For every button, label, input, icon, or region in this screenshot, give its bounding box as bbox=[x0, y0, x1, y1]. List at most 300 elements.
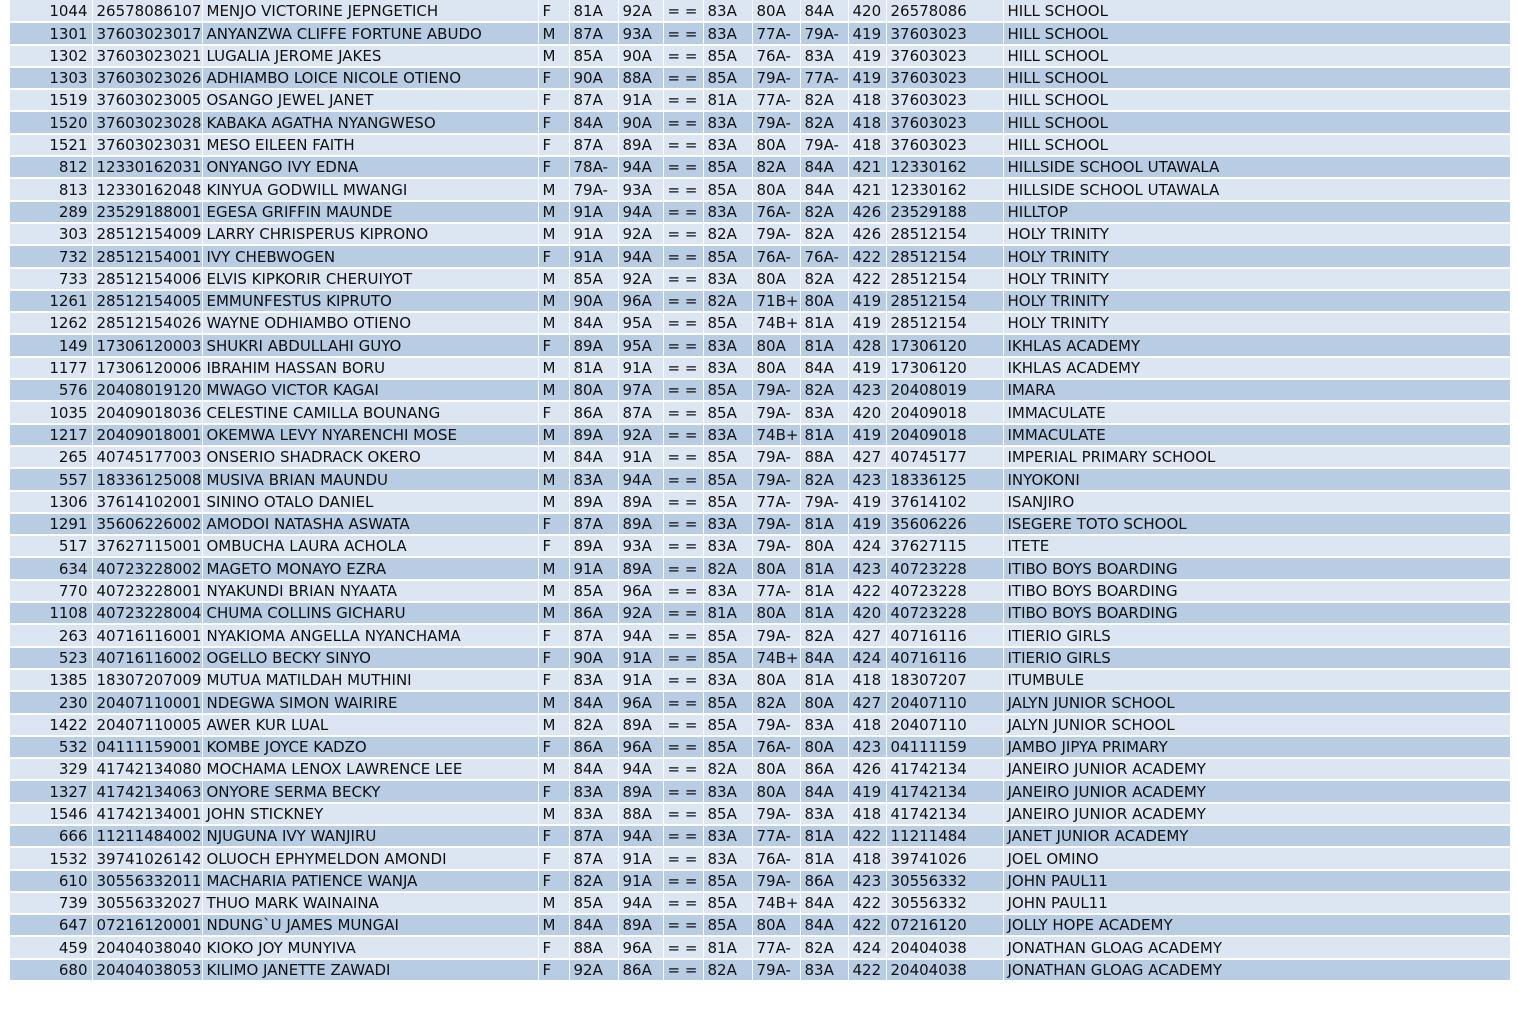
score-5-cell: 76A- bbox=[752, 201, 800, 223]
student-name-cell: EMMUNFESTUS KIPRUTO bbox=[202, 290, 538, 312]
score-4-cell: 82A bbox=[703, 223, 752, 245]
index-number-cell: 12330162048 bbox=[92, 178, 202, 200]
school-code-cell: 41742134 bbox=[886, 780, 1003, 802]
table-row bbox=[10, 959, 1510, 981]
school-name-cell: IMMACULATE bbox=[1003, 424, 1510, 446]
index-cell: 1108 bbox=[10, 602, 92, 624]
school-name-cell: HILLSIDE SCHOOL UTAWALA bbox=[1003, 156, 1510, 178]
score-6-cell: 86A bbox=[800, 870, 848, 892]
index-number-cell: 20404038040 bbox=[92, 936, 202, 958]
score-3-cell: = = bbox=[663, 736, 703, 758]
index-number-cell: 28512154005 bbox=[92, 290, 202, 312]
table-row bbox=[10, 268, 1510, 290]
table-row bbox=[10, 89, 1510, 111]
table-row bbox=[10, 334, 1510, 356]
index-cell: 1521 bbox=[10, 134, 92, 156]
score-2-cell: 92A bbox=[618, 223, 663, 245]
score-2-cell: 94A bbox=[618, 624, 663, 646]
score-3-cell: = = bbox=[663, 245, 703, 267]
student-name-cell: MENJO VICTORINE JEPNGETICH bbox=[202, 0, 538, 22]
school-code-cell: 40716116 bbox=[886, 647, 1003, 669]
school-code-cell: 41742134 bbox=[886, 803, 1003, 825]
gender-cell: M bbox=[538, 914, 569, 936]
score-6-cell: 80A bbox=[800, 535, 848, 557]
score-2-cell: 91A bbox=[618, 647, 663, 669]
school-code-cell: 39741026 bbox=[886, 847, 1003, 869]
table-row bbox=[10, 736, 1510, 758]
score-6-cell: 81A bbox=[800, 312, 848, 334]
table-row bbox=[10, 535, 1510, 557]
student-name-cell: OLUOCH EPHYMELDON AMONDI bbox=[202, 847, 538, 869]
score-1-cell: 87A bbox=[569, 89, 618, 111]
gender-cell: F bbox=[538, 156, 569, 178]
total-cell: 419 bbox=[848, 312, 886, 334]
score-3-cell: = = bbox=[663, 714, 703, 736]
score-1-cell: 92A bbox=[569, 959, 618, 981]
table-row bbox=[10, 290, 1510, 312]
index-cell: 1302 bbox=[10, 45, 92, 67]
total-cell: 421 bbox=[848, 178, 886, 200]
score-2-cell: 91A bbox=[618, 357, 663, 379]
score-4-cell: 85A bbox=[703, 178, 752, 200]
student-name-cell: THUO MARK WAINAINA bbox=[202, 892, 538, 914]
score-4-cell: 85A bbox=[703, 803, 752, 825]
school-code-cell: 20407110 bbox=[886, 714, 1003, 736]
score-4-cell: 83A bbox=[703, 201, 752, 223]
school-code-cell: 37603023 bbox=[886, 67, 1003, 89]
student-name-cell: NDUNG`U JAMES MUNGAI bbox=[202, 914, 538, 936]
school-name-cell: ITETE bbox=[1003, 535, 1510, 557]
score-4-cell: 85A bbox=[703, 245, 752, 267]
score-1-cell: 83A bbox=[569, 780, 618, 802]
student-name-cell: MUTUA MATILDAH MUTHINI bbox=[202, 669, 538, 691]
school-name-cell: HILL SCHOOL bbox=[1003, 22, 1510, 44]
index-cell: 1385 bbox=[10, 669, 92, 691]
gender-cell: M bbox=[538, 45, 569, 67]
score-6-cell: 81A bbox=[800, 424, 848, 446]
score-6-cell: 80A bbox=[800, 736, 848, 758]
score-1-cell: 91A bbox=[569, 557, 618, 579]
index-number-cell: 20408019120 bbox=[92, 379, 202, 401]
index-cell: 680 bbox=[10, 959, 92, 981]
gender-cell: M bbox=[538, 892, 569, 914]
school-name-cell: IMMACULATE bbox=[1003, 401, 1510, 423]
gender-cell: F bbox=[538, 111, 569, 133]
student-name-cell: MACHARIA PATIENCE WANJA bbox=[202, 870, 538, 892]
score-3-cell: = = bbox=[663, 134, 703, 156]
score-4-cell: 83A bbox=[703, 0, 752, 22]
index-number-cell: 40723228002 bbox=[92, 557, 202, 579]
score-4-cell: 81A bbox=[703, 89, 752, 111]
score-5-cell: 71B+ bbox=[752, 290, 800, 312]
score-5-cell: 79A- bbox=[752, 513, 800, 535]
table-row bbox=[10, 134, 1510, 156]
school-name-cell: HILL SCHOOL bbox=[1003, 67, 1510, 89]
score-5-cell: 79A- bbox=[752, 111, 800, 133]
score-5-cell: 74B+ bbox=[752, 424, 800, 446]
index-cell: 1519 bbox=[10, 89, 92, 111]
score-4-cell: 83A bbox=[703, 111, 752, 133]
score-4-cell: 83A bbox=[703, 22, 752, 44]
score-6-cell: 84A bbox=[800, 178, 848, 200]
score-1-cell: 87A bbox=[569, 513, 618, 535]
student-name-cell: IVY CHEBWOGEN bbox=[202, 245, 538, 267]
score-3-cell: = = bbox=[663, 557, 703, 579]
school-code-cell: 18307207 bbox=[886, 669, 1003, 691]
total-cell: 418 bbox=[848, 803, 886, 825]
score-1-cell: 86A bbox=[569, 401, 618, 423]
table-row bbox=[10, 401, 1510, 423]
score-3-cell: = = bbox=[663, 602, 703, 624]
index-cell: 1261 bbox=[10, 290, 92, 312]
total-cell: 422 bbox=[848, 245, 886, 267]
total-cell: 419 bbox=[848, 491, 886, 513]
table-row bbox=[10, 468, 1510, 490]
score-1-cell: 79A- bbox=[569, 178, 618, 200]
table-row bbox=[10, 178, 1510, 200]
index-number-cell: 18336125008 bbox=[92, 468, 202, 490]
score-3-cell: = = bbox=[663, 45, 703, 67]
score-4-cell: 82A bbox=[703, 959, 752, 981]
total-cell: 423 bbox=[848, 736, 886, 758]
score-6-cell: 82A bbox=[800, 936, 848, 958]
gender-cell: M bbox=[538, 268, 569, 290]
total-cell: 418 bbox=[848, 847, 886, 869]
school-name-cell: ITIBO BOYS BOARDING bbox=[1003, 602, 1510, 624]
index-number-cell: 28512154026 bbox=[92, 312, 202, 334]
total-cell: 422 bbox=[848, 580, 886, 602]
school-code-cell: 12330162 bbox=[886, 156, 1003, 178]
score-2-cell: 96A bbox=[618, 290, 663, 312]
score-5-cell: 80A bbox=[752, 178, 800, 200]
score-4-cell: 81A bbox=[703, 602, 752, 624]
score-1-cell: 87A bbox=[569, 134, 618, 156]
total-cell: 422 bbox=[848, 959, 886, 981]
table-row bbox=[10, 513, 1510, 535]
score-3-cell: = = bbox=[663, 580, 703, 602]
index-number-cell: 26578086107 bbox=[92, 0, 202, 22]
score-5-cell: 80A bbox=[752, 0, 800, 22]
school-name-cell: IMPERIAL PRIMARY SCHOOL bbox=[1003, 446, 1510, 468]
school-code-cell: 12330162 bbox=[886, 178, 1003, 200]
score-5-cell: 77A- bbox=[752, 825, 800, 847]
school-code-cell: 40716116 bbox=[886, 624, 1003, 646]
score-3-cell: = = bbox=[663, 223, 703, 245]
total-cell: 427 bbox=[848, 624, 886, 646]
score-5-cell: 79A- bbox=[752, 870, 800, 892]
gender-cell: F bbox=[538, 669, 569, 691]
total-cell: 421 bbox=[848, 156, 886, 178]
score-5-cell: 80A bbox=[752, 758, 800, 780]
score-1-cell: 86A bbox=[569, 736, 618, 758]
score-3-cell: = = bbox=[663, 847, 703, 869]
school-code-cell: 40723228 bbox=[886, 602, 1003, 624]
score-3-cell: = = bbox=[663, 513, 703, 535]
score-6-cell: 81A bbox=[800, 825, 848, 847]
student-name-cell: WAYNE ODHIAMBO OTIENO bbox=[202, 312, 538, 334]
index-cell: 733 bbox=[10, 268, 92, 290]
gender-cell: F bbox=[538, 624, 569, 646]
score-2-cell: 89A bbox=[618, 557, 663, 579]
score-6-cell: 82A bbox=[800, 379, 848, 401]
score-3-cell: = = bbox=[663, 870, 703, 892]
index-cell: 1546 bbox=[10, 803, 92, 825]
student-name-cell: NYAKUNDI BRIAN NYAATA bbox=[202, 580, 538, 602]
index-number-cell: 37614102001 bbox=[92, 491, 202, 513]
score-2-cell: 91A bbox=[618, 870, 663, 892]
index-number-cell: 20409018036 bbox=[92, 401, 202, 423]
school-name-cell: ITIBO BOYS BOARDING bbox=[1003, 580, 1510, 602]
index-number-cell: 40745177003 bbox=[92, 446, 202, 468]
total-cell: 423 bbox=[848, 870, 886, 892]
gender-cell: M bbox=[538, 379, 569, 401]
table-row bbox=[10, 825, 1510, 847]
score-5-cell: 80A bbox=[752, 134, 800, 156]
score-6-cell: 79A- bbox=[800, 22, 848, 44]
score-3-cell: = = bbox=[663, 758, 703, 780]
table-row bbox=[10, 914, 1510, 936]
school-code-cell: 17306120 bbox=[886, 334, 1003, 356]
total-cell: 418 bbox=[848, 669, 886, 691]
score-5-cell: 80A bbox=[752, 268, 800, 290]
index-cell: 634 bbox=[10, 557, 92, 579]
score-4-cell: 85A bbox=[703, 468, 752, 490]
score-5-cell: 79A- bbox=[752, 223, 800, 245]
total-cell: 422 bbox=[848, 268, 886, 290]
score-6-cell: 81A bbox=[800, 334, 848, 356]
total-cell: 419 bbox=[848, 357, 886, 379]
score-6-cell: 84A bbox=[800, 892, 848, 914]
total-cell: 418 bbox=[848, 714, 886, 736]
school-code-cell: 20404038 bbox=[886, 959, 1003, 981]
score-3-cell: = = bbox=[663, 936, 703, 958]
score-2-cell: 92A bbox=[618, 0, 663, 22]
score-3-cell: = = bbox=[663, 803, 703, 825]
gender-cell: M bbox=[538, 602, 569, 624]
school-code-cell: 37614102 bbox=[886, 491, 1003, 513]
index-cell: 732 bbox=[10, 245, 92, 267]
gender-cell: M bbox=[538, 357, 569, 379]
score-1-cell: 81A bbox=[569, 0, 618, 22]
school-name-cell: JANEIRO JUNIOR ACADEMY bbox=[1003, 803, 1510, 825]
score-1-cell: 84A bbox=[569, 914, 618, 936]
score-6-cell: 82A bbox=[800, 201, 848, 223]
score-4-cell: 85A bbox=[703, 914, 752, 936]
school-code-cell: 26578086 bbox=[886, 0, 1003, 22]
score-5-cell: 76A- bbox=[752, 245, 800, 267]
gender-cell: F bbox=[538, 780, 569, 802]
school-code-cell: 20407110 bbox=[886, 691, 1003, 713]
score-1-cell: 85A bbox=[569, 268, 618, 290]
score-6-cell: 82A bbox=[800, 223, 848, 245]
student-name-cell: MAGETO MONAYO EZRA bbox=[202, 557, 538, 579]
school-name-cell: HOLY TRINITY bbox=[1003, 268, 1510, 290]
score-4-cell: 83A bbox=[703, 424, 752, 446]
score-2-cell: 93A bbox=[618, 22, 663, 44]
score-3-cell: = = bbox=[663, 89, 703, 111]
score-2-cell: 92A bbox=[618, 424, 663, 446]
total-cell: 422 bbox=[848, 914, 886, 936]
index-number-cell: 20407110001 bbox=[92, 691, 202, 713]
school-code-cell: 40723228 bbox=[886, 580, 1003, 602]
total-cell: 424 bbox=[848, 535, 886, 557]
score-5-cell: 80A bbox=[752, 334, 800, 356]
school-code-cell: 37603023 bbox=[886, 134, 1003, 156]
score-4-cell: 83A bbox=[703, 134, 752, 156]
school-name-cell: HILL SCHOOL bbox=[1003, 89, 1510, 111]
gender-cell: F bbox=[538, 535, 569, 557]
school-code-cell: 41742134 bbox=[886, 758, 1003, 780]
student-name-cell: LUGALIA JEROME JAKES bbox=[202, 45, 538, 67]
score-2-cell: 94A bbox=[618, 892, 663, 914]
score-2-cell: 93A bbox=[618, 178, 663, 200]
index-number-cell: 20409018001 bbox=[92, 424, 202, 446]
score-2-cell: 89A bbox=[618, 914, 663, 936]
score-6-cell: 77A- bbox=[800, 67, 848, 89]
gender-cell: M bbox=[538, 312, 569, 334]
score-5-cell: 77A- bbox=[752, 491, 800, 513]
score-2-cell: 94A bbox=[618, 156, 663, 178]
student-name-cell: KOMBE JOYCE KADZO bbox=[202, 736, 538, 758]
score-5-cell: 82A bbox=[752, 156, 800, 178]
score-1-cell: 85A bbox=[569, 45, 618, 67]
score-4-cell: 83A bbox=[703, 535, 752, 557]
score-4-cell: 85A bbox=[703, 736, 752, 758]
total-cell: 419 bbox=[848, 290, 886, 312]
gender-cell: M bbox=[538, 491, 569, 513]
index-cell: 230 bbox=[10, 691, 92, 713]
gender-cell: M bbox=[538, 201, 569, 223]
total-cell: 422 bbox=[848, 825, 886, 847]
score-6-cell: 83A bbox=[800, 401, 848, 423]
score-4-cell: 85A bbox=[703, 892, 752, 914]
index-number-cell: 23529188001 bbox=[92, 201, 202, 223]
total-cell: 423 bbox=[848, 468, 886, 490]
student-name-cell: IBRAHIM HASSAN BORU bbox=[202, 357, 538, 379]
student-name-cell: MWAGO VICTOR KAGAI bbox=[202, 379, 538, 401]
score-5-cell: 82A bbox=[752, 691, 800, 713]
student-name-cell: OMBUCHA LAURA ACHOLA bbox=[202, 535, 538, 557]
school-code-cell: 11211484 bbox=[886, 825, 1003, 847]
score-5-cell: 79A- bbox=[752, 446, 800, 468]
total-cell: 419 bbox=[848, 22, 886, 44]
total-cell: 424 bbox=[848, 936, 886, 958]
index-number-cell: 28512154009 bbox=[92, 223, 202, 245]
score-4-cell: 85A bbox=[703, 691, 752, 713]
score-2-cell: 89A bbox=[618, 134, 663, 156]
score-6-cell: 81A bbox=[800, 669, 848, 691]
score-1-cell: 83A bbox=[569, 468, 618, 490]
school-name-cell: JOEL OMINO bbox=[1003, 847, 1510, 869]
score-2-cell: 89A bbox=[618, 714, 663, 736]
gender-cell: F bbox=[538, 959, 569, 981]
score-3-cell: = = bbox=[663, 334, 703, 356]
index-number-cell: 35606226002 bbox=[92, 513, 202, 535]
score-1-cell: 78A- bbox=[569, 156, 618, 178]
score-5-cell: 77A- bbox=[752, 89, 800, 111]
index-cell: 263 bbox=[10, 624, 92, 646]
index-cell: 770 bbox=[10, 580, 92, 602]
school-code-cell: 20408019 bbox=[886, 379, 1003, 401]
index-number-cell: 12330162031 bbox=[92, 156, 202, 178]
school-code-cell: 35606226 bbox=[886, 513, 1003, 535]
student-name-cell: ONYANGO IVY EDNA bbox=[202, 156, 538, 178]
score-6-cell: 82A bbox=[800, 624, 848, 646]
results-body bbox=[10, 0, 1510, 981]
school-code-cell: 18336125 bbox=[886, 468, 1003, 490]
score-3-cell: = = bbox=[663, 268, 703, 290]
score-4-cell: 85A bbox=[703, 156, 752, 178]
score-6-cell: 76A- bbox=[800, 245, 848, 267]
gender-cell: M bbox=[538, 468, 569, 490]
score-4-cell: 85A bbox=[703, 624, 752, 646]
score-5-cell: 79A- bbox=[752, 803, 800, 825]
gender-cell: F bbox=[538, 936, 569, 958]
index-cell: 1301 bbox=[10, 22, 92, 44]
index-cell: 1303 bbox=[10, 67, 92, 89]
score-5-cell: 79A- bbox=[752, 67, 800, 89]
school-name-cell: ITIBO BOYS BOARDING bbox=[1003, 557, 1510, 579]
score-3-cell: = = bbox=[663, 624, 703, 646]
school-name-cell: JOHN PAUL11 bbox=[1003, 892, 1510, 914]
student-name-cell: EGESA GRIFFIN MAUNDE bbox=[202, 201, 538, 223]
student-name-cell: MOCHAMA LENOX LAWRENCE LEE bbox=[202, 758, 538, 780]
table-row bbox=[10, 892, 1510, 914]
school-code-cell: 20409018 bbox=[886, 401, 1003, 423]
score-4-cell: 85A bbox=[703, 67, 752, 89]
score-2-cell: 96A bbox=[618, 936, 663, 958]
score-4-cell: 85A bbox=[703, 446, 752, 468]
score-6-cell: 82A bbox=[800, 89, 848, 111]
score-2-cell: 91A bbox=[618, 89, 663, 111]
gender-cell: M bbox=[538, 22, 569, 44]
score-2-cell: 96A bbox=[618, 736, 663, 758]
table-row bbox=[10, 357, 1510, 379]
total-cell: 419 bbox=[848, 513, 886, 535]
school-name-cell: HOLY TRINITY bbox=[1003, 290, 1510, 312]
score-6-cell: 81A bbox=[800, 580, 848, 602]
score-5-cell: 76A- bbox=[752, 847, 800, 869]
index-cell: 1262 bbox=[10, 312, 92, 334]
school-name-cell: JAMBO JIPYA PRIMARY bbox=[1003, 736, 1510, 758]
table-row bbox=[10, 870, 1510, 892]
score-6-cell: 80A bbox=[800, 290, 848, 312]
gender-cell: F bbox=[538, 870, 569, 892]
index-cell: 303 bbox=[10, 223, 92, 245]
score-6-cell: 81A bbox=[800, 557, 848, 579]
student-name-cell: OKEMWA LEVY NYARENCHI MOSE bbox=[202, 424, 538, 446]
score-6-cell: 84A bbox=[800, 156, 848, 178]
score-5-cell: 79A- bbox=[752, 959, 800, 981]
score-1-cell: 87A bbox=[569, 22, 618, 44]
score-3-cell: = = bbox=[663, 825, 703, 847]
index-number-cell: 17306120006 bbox=[92, 357, 202, 379]
score-3-cell: = = bbox=[663, 67, 703, 89]
student-name-cell: NDEGWA SIMON WAIRIRE bbox=[202, 691, 538, 713]
score-4-cell: 82A bbox=[703, 290, 752, 312]
index-number-cell: 28512154006 bbox=[92, 268, 202, 290]
gender-cell: F bbox=[538, 647, 569, 669]
school-name-cell: ITUMBULE bbox=[1003, 669, 1510, 691]
score-5-cell: 79A- bbox=[752, 379, 800, 401]
table-row bbox=[10, 45, 1510, 67]
index-number-cell: 37603023021 bbox=[92, 45, 202, 67]
score-1-cell: 81A bbox=[569, 357, 618, 379]
school-name-cell: HILL SCHOOL bbox=[1003, 0, 1510, 22]
score-4-cell: 83A bbox=[703, 513, 752, 535]
score-1-cell: 90A bbox=[569, 290, 618, 312]
score-2-cell: 92A bbox=[618, 268, 663, 290]
